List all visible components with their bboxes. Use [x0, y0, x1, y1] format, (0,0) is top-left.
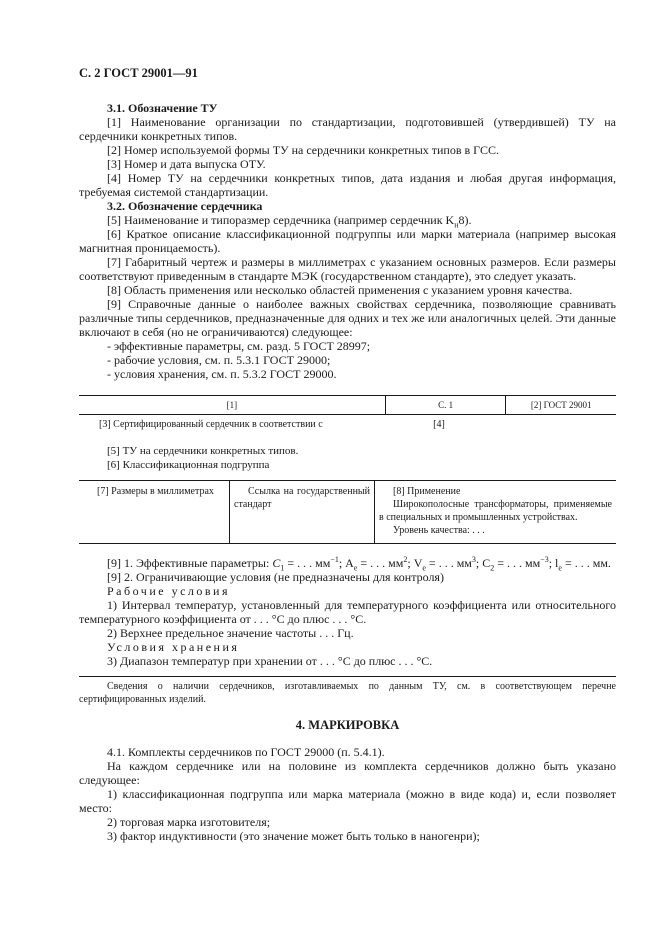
section-3-1-title: 3.1. Обозначение ТУ [107, 101, 218, 115]
dimensions-table [79, 480, 616, 544]
working-condition-2: 2) Верхнее предельное значение частоты . . . Гц. [107, 626, 354, 640]
dash-item-3: - условия хранения, см. п. 5.3.2 ГОСТ 29000. [107, 367, 337, 381]
header-cell-2: С. 1 [386, 396, 507, 414]
item-1: [1] Наименование организации по стандартизации, подготовившей (утвердившей) ТУ на сердечники конкретных типов. [79, 115, 616, 143]
section-3-2-title: 3.2. Обозначение сердечника [107, 199, 263, 213]
standard-ref-cell: Ссылка на государственный стандарт [229, 481, 374, 543]
section-4-para: На каждом сердечнике или на половине из комплекта сердечников должно быть указано следующее: [79, 759, 616, 787]
storage-conditions-title: Условия хранения [107, 640, 240, 654]
line-6: [6] Классификационная подгруппа [107, 459, 270, 471]
item-8: [8] Область применения или несколько областей применения с указанием уровня качества. [107, 283, 573, 297]
footnote: Сведения о наличии сердечников, изготавливаемых по данным ТУ, см. в соответствующем перечне сертифицированных изделий. [79, 681, 616, 705]
marking-item-2: 2) торговая марка изготовителя; [107, 815, 271, 829]
certified-row [79, 418, 616, 432]
effective-params: [9] 1. Эффективные параметры: $C_1$ = . . . $мм^{-1}$; $A_e$ = . . . $мм^2$; $V_e$ = . . . $мм^3$; $C_2$ = . . . $мм^{-3}$; $l_e$ = . . . мм. [107, 555, 611, 573]
item-2: [2] Номер используемой формы ТУ на сердечники конкретных типов в ГСС. [107, 143, 499, 157]
working-condition-1: 1) Интервал температур, установленный для температурного коэффициента или относительного температурного коэффициента от . . . °С до плюс . . . °С. [79, 598, 616, 626]
application-cell: [8] Применение Широкополосные трансформаторы, применяемые в специальных и промышленных устройствах. Уровень качества: . . . [374, 481, 616, 543]
limiting-conditions: [9] 2. Ограничивающие условия (не предназначены для контроля) [107, 570, 444, 584]
item-3: [3] Номер и дата выпуска ОТУ. [107, 157, 266, 171]
storage-condition-3: 3) Диапазон температур при хранении от . . . °С до плюс . . . °С. [107, 654, 433, 668]
header-cell-1: [1] [79, 396, 386, 414]
certified-text: [3] Сертифицированный сердечник в соответствии с [99, 419, 323, 430]
line-5: [5] ТУ на сердечники конкретных типов. [107, 445, 299, 457]
item-5: [5] Наименование и типоразмер сердечника (например сердечник $K_н8$). [107, 213, 472, 230]
marking-item-3: 3) фактор индуктивности (это значение может быть только в наногенри); [107, 829, 480, 843]
dash-item-2: - рабочие условия, см. п. 5.3.1 ГОСТ 29000; [107, 353, 331, 367]
item-7: [7] Габаритный чертеж и размеры в миллиметрах с указанием основных размеров. Если размеры соответствуют приведенным в стандарте МЭК (государственном стандарте), это следует указать. [79, 255, 616, 283]
header-table [79, 395, 616, 415]
item-9: [9] Справочные данные о наиболее важных свойствах сердечника, позволяющие сравнивать различные типы сердечников, предназначенные для одних и тех же или аналогичных целей. Эти данные включают в себя (но не ограничиваются) следующее: [79, 297, 616, 339]
item-6: [6] Краткое описание классификационной подгруппы или марки материала (например высокая магнитная проницаемость). [79, 227, 616, 255]
marking-item-1: 1) классификационная подгруппа или марка материала (можно в виде кода) и, если позволяет место: [79, 787, 616, 815]
header-cell-3: [2] ГОСТ 29001 [530, 400, 592, 410]
working-conditions-title: Рабочие условия [107, 584, 230, 598]
page-content [79, 66, 616, 843]
footnote-rule [79, 676, 616, 677]
certified-ref: [4] [433, 419, 445, 430]
dash-item-1: - эффективные параметры, см. разд. 5 ГОСТ 28997; [107, 339, 371, 353]
item-4: [4] Номер ТУ на сердечники конкретных типов, дата издания и любая другая информация, требуемая системой стандартизации. [79, 171, 616, 199]
section-4-1: 4.1. Комплекты сердечников по ГОСТ 29000 (п. 5.4.1). [107, 745, 385, 759]
section-4-title: 4. МАРКИРОВКА [295, 718, 400, 732]
dimensions-cell: [7] Размеры в миллиметрах [97, 486, 214, 497]
page-header: С. 2 ГОСТ 29001—91 [79, 66, 198, 80]
